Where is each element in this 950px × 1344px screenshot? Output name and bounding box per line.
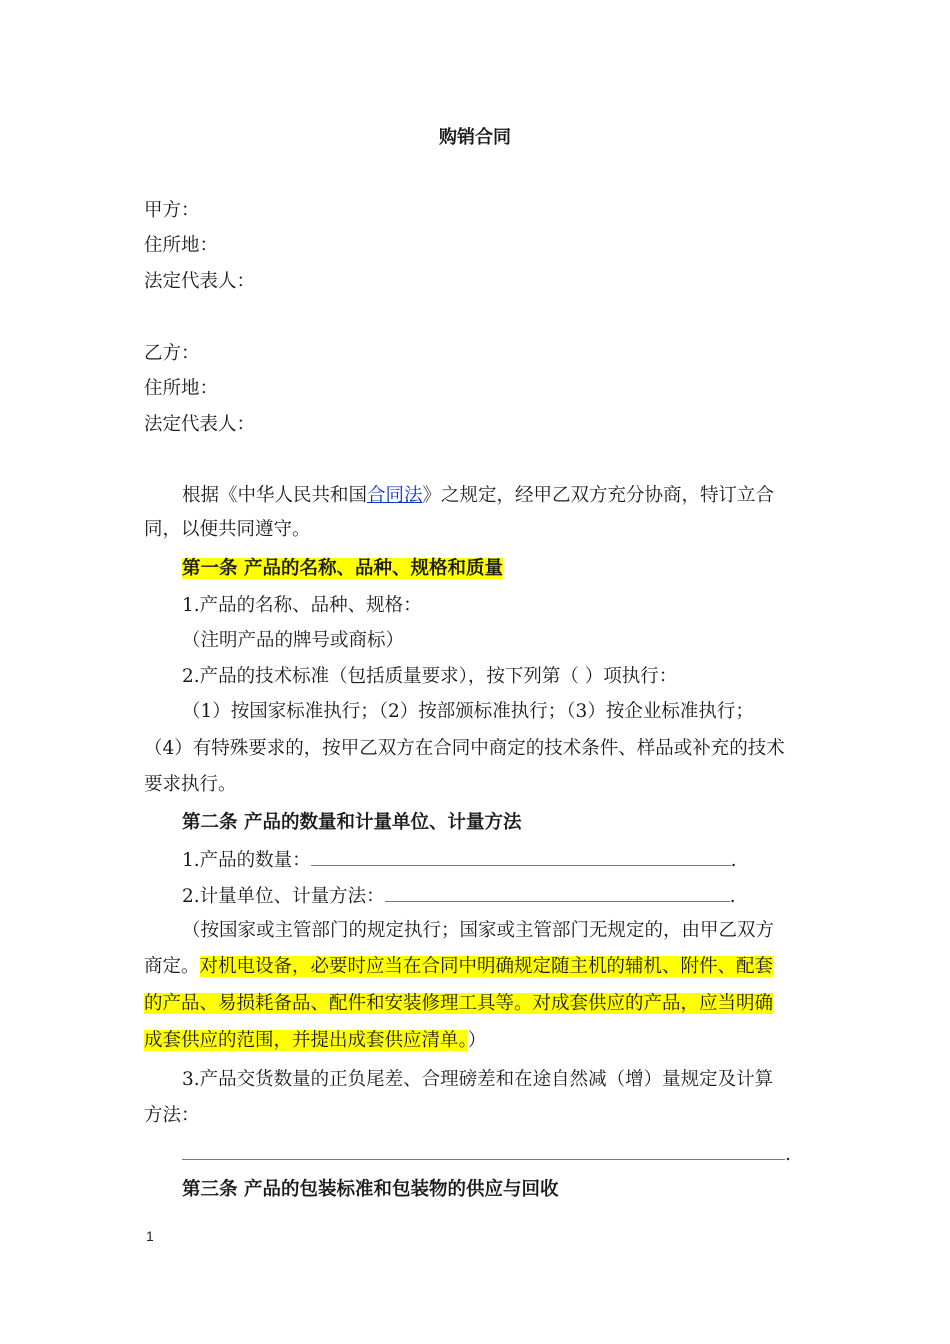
article2-note-line3: [144, 992, 773, 1016]
article2-note-line2: [144, 955, 773, 979]
article2-note-line3-highlight: 的产品、易损耗备品、配件和安装修理工具等。对成套供应的产品，应当明确: [144, 993, 774, 1014]
article2-note-line2-plain: 商定。: [144, 956, 200, 977]
article2-item3-blank-line: [182, 1141, 791, 1167]
article2-item1: [182, 847, 737, 873]
article2-item1-end: .: [730, 850, 737, 871]
party-a-address-label: 住所地：: [144, 235, 219, 256]
contract-law-link[interactable]: 合同法: [367, 485, 423, 506]
party-a-rep-label: 法定代表人：: [144, 271, 256, 292]
party-b-address-label: 住所地：: [144, 378, 219, 399]
article2-item3-end: .: [785, 1144, 791, 1165]
article1-item2-option4-line2: 要求执行。: [144, 774, 237, 795]
article2-note-line4-highlight: 成套供应的范围，并提出成套供应清单。: [144, 1030, 468, 1051]
preamble-line-2: 同，以便共同遵守。: [144, 519, 311, 540]
party-b-rep-label: 法定代表人：: [144, 414, 256, 435]
article1-item2-option4-line1: （4）有特殊要求的，按甲乙双方在合同中商定的技术条件、样品或补充的技术: [144, 738, 785, 759]
article2-item2: [182, 883, 736, 909]
party-a-name-label: 甲方：: [144, 200, 200, 221]
party-b-name-label: 乙方：: [144, 343, 200, 364]
document-title: 购销合同: [439, 127, 511, 148]
article2-item2-label: 2.计量单位、计量方法：: [182, 886, 385, 907]
article2-item2-end: .: [729, 886, 736, 907]
article2-note-line4: [144, 1029, 486, 1053]
article1-item1-note: （注明产品的牌号或商标）: [182, 630, 405, 651]
calculation-method-blank: [182, 1141, 785, 1160]
unit-method-blank: [385, 883, 730, 902]
article1-item2-options: （1）按国家标准执行；（2）按部颁标准执行；（3）按企业标准执行；: [182, 701, 754, 722]
article2-note-line4-end: ）: [467, 1030, 487, 1051]
preamble-text-1: 根据《中华人民共和国: [182, 485, 368, 506]
page-number: 1: [146, 1228, 154, 1244]
article3-heading: 第三条 产品的包装标准和包装物的供应与回收: [182, 1179, 559, 1200]
preamble-text-2: 》之规定，经甲乙双方充分协商，特订立合: [422, 485, 775, 506]
article2-item1-label: 1.产品的数量：: [182, 850, 311, 871]
article2-item3-line1: 3.产品交货数量的正负尾差、合理磅差和在途自然减（增）量规定及计算: [182, 1069, 774, 1090]
article2-note-line1: （按国家或主管部门的规定执行；国家或主管部门无规定的，由甲乙双方: [182, 920, 775, 941]
article2-item3-line2: 方法：: [144, 1105, 200, 1126]
preamble-line-1: [182, 484, 774, 508]
article1-heading-text: 第一条 产品的名称、品种、规格和质量: [182, 558, 503, 579]
article1-item2: 2.产品的技术标准（包括质量要求），按下列第（ ）项执行：: [182, 666, 678, 687]
article2-heading: 第二条 产品的数量和计量单位、计量方法: [182, 812, 522, 833]
article1-item1: 1.产品的名称、品种、规格：: [182, 595, 422, 616]
article2-note-line2-highlight: 对机电设备，必要时应当在合同中明确规定随主机的辅机、附件、配套: [199, 956, 774, 977]
article1-heading: [182, 557, 503, 581]
quantity-blank: [311, 847, 731, 866]
